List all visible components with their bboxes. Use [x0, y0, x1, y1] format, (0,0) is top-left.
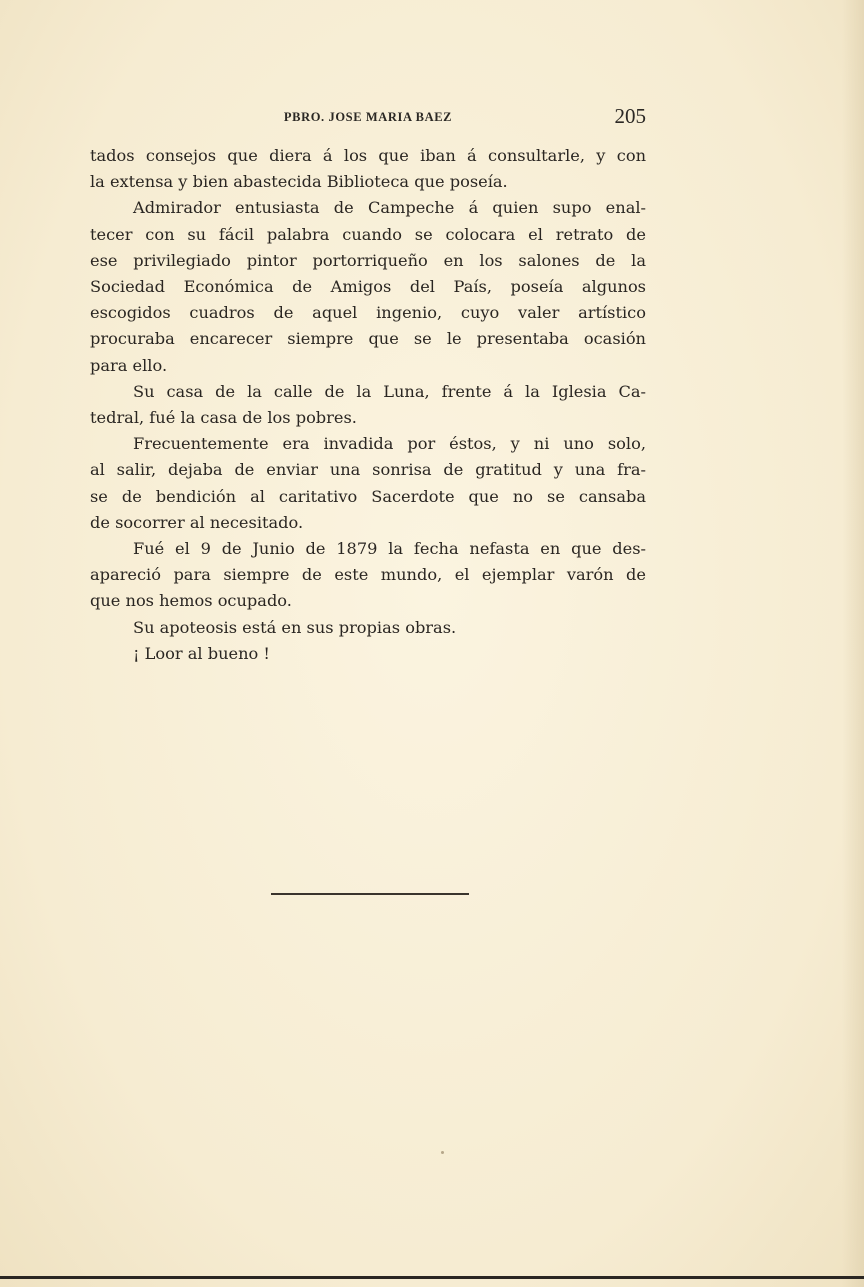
paragraph [90, 536, 646, 615]
running-head [90, 104, 646, 132]
page-number: 205 [614, 104, 646, 128]
text-line: Su casa de la calle de la Luna, frente á la Iglesia Ca- [133, 381, 646, 401]
text-line: apareció para siempre de este mundo, el ejemplar varón de [90, 565, 646, 585]
paragraph [90, 615, 646, 641]
page-edge-shadow [842, 0, 864, 1287]
scan-bottom-edge [0, 1276, 864, 1279]
text-line: ese privilegiado pintor portorriqueño en los salones de la [90, 250, 646, 270]
text-line: de socorrer al necesitado. [90, 512, 304, 532]
text-line: que nos hemos ocupado. [90, 591, 292, 611]
text-line: Fué el 9 de Junio de 1879 la fecha nefasta en que des- [133, 539, 646, 559]
text-line: Admirador entusiasta de Campeche á quien supo enal- [133, 198, 646, 218]
text-line: Frecuentemente era invadida por éstos, y ni uno solo, [133, 434, 646, 454]
paragraph [90, 379, 646, 431]
text-line: tedral, fué la casa de los pobres. [90, 408, 357, 428]
text-line: para ello. [90, 355, 168, 375]
section-end-rule [271, 893, 469, 895]
text-line: tecer con su fácil palabra cuando se colocara el retrato de [90, 224, 646, 244]
text-line: procuraba encarecer siempre que se le presentaba ocasión [90, 329, 646, 349]
paper-speck [441, 1151, 444, 1154]
text-line: la extensa y bien abastecida Biblioteca que poseía. [90, 172, 508, 192]
text-line: Su apoteosis está en sus propias obras. [133, 617, 457, 637]
paragraph [90, 641, 646, 667]
text-line: Sociedad Económica de Amigos del País, poseía algunos [90, 277, 646, 297]
text-line: se de bendición al caritativo Sacerdote que no se cansaba [90, 486, 646, 506]
body-text [90, 143, 646, 667]
text-line: al salir, dejaba de enviar una sonrisa de gratitud y una fra- [90, 460, 646, 480]
text-line: tados consejos que diera á los que iban á consultarle, y con [90, 146, 646, 165]
paragraph [90, 143, 646, 195]
paragraph [90, 195, 646, 378]
text-line: ¡ Loor al bueno ! [133, 643, 270, 663]
paragraph [90, 431, 646, 536]
running-head-title: PBRO. JOSE MARIA BAEZ [283, 110, 453, 124]
text-line: escogidos cuadros de aquel ingenio, cuyo valer artístico [90, 303, 646, 323]
